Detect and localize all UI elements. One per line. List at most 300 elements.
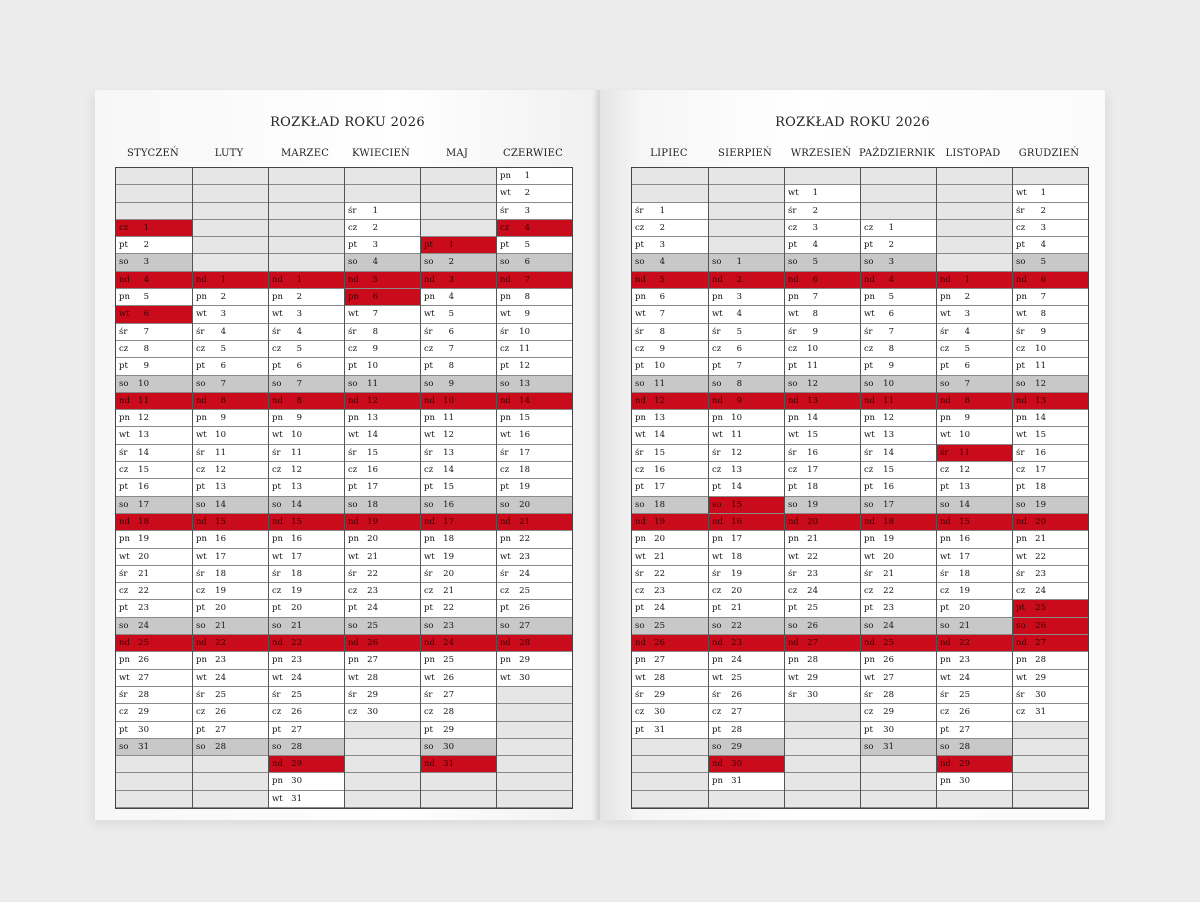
- day-number: 25: [654, 620, 665, 631]
- weekday-label: nd: [635, 395, 646, 406]
- day-number: 11: [883, 395, 894, 406]
- weekday-label: śr: [940, 326, 949, 337]
- weekday-label: cz: [635, 343, 645, 354]
- day-number: 21: [443, 586, 454, 597]
- day-cell: [632, 670, 708, 687]
- empty-cell: [421, 203, 496, 220]
- day-cell: [709, 739, 784, 756]
- empty-cell: [497, 756, 572, 773]
- weekday-label: wt: [788, 430, 799, 441]
- empty-cell: [709, 168, 784, 185]
- weekday-label: pn: [348, 413, 359, 424]
- weekday-label: so: [940, 378, 950, 389]
- day-number: 22: [731, 620, 742, 631]
- day-number: 30: [959, 776, 970, 787]
- day-number: 18: [654, 499, 665, 510]
- day-number: 11: [1035, 361, 1046, 372]
- day-cell: [193, 566, 268, 583]
- day-number: 21: [291, 620, 302, 631]
- empty-cell: [861, 185, 936, 202]
- weekday-label: cz: [940, 343, 950, 354]
- day-cell: [861, 306, 936, 323]
- day-cell: [937, 618, 1012, 635]
- weekday-label: so: [635, 620, 645, 631]
- day-number: 18: [367, 499, 378, 510]
- day-cell: [116, 652, 192, 669]
- weekday-label: nd: [119, 516, 130, 527]
- weekday-label: cz: [119, 222, 129, 233]
- day-number: 26: [959, 707, 970, 718]
- day-cell: [1013, 358, 1088, 375]
- day-number: 2: [448, 257, 454, 268]
- day-number: 18: [959, 568, 970, 579]
- weekday-label: pt: [424, 603, 433, 614]
- day-cell: [861, 497, 936, 514]
- day-cell: [709, 358, 784, 375]
- day-number: 13: [138, 430, 149, 441]
- day-number: 3: [220, 309, 226, 320]
- empty-cell: [785, 773, 860, 790]
- weekday-label: nd: [500, 516, 511, 527]
- weekday-label: śr: [635, 205, 644, 216]
- month-header: MAJ: [445, 148, 469, 159]
- day-number: 25: [443, 655, 454, 666]
- weekday-label: pt: [272, 603, 281, 614]
- day-cell: [345, 237, 420, 254]
- day-number: 24: [291, 672, 302, 683]
- day-cell: [269, 272, 344, 289]
- empty-cell: [116, 203, 192, 220]
- weekday-label: wt: [864, 430, 875, 441]
- day-cell: [709, 687, 784, 704]
- weekday-label: pt: [272, 361, 281, 372]
- day-number: 17: [807, 465, 818, 476]
- day-cell: [1013, 497, 1088, 514]
- weekday-label: pt: [348, 240, 357, 251]
- day-cell: [497, 514, 572, 531]
- day-cell: [345, 393, 420, 410]
- day-cell: [193, 497, 268, 514]
- weekday-label: śr: [196, 447, 205, 458]
- day-cell: [193, 549, 268, 566]
- day-cell: [421, 756, 496, 773]
- day-cell: [1013, 393, 1088, 410]
- weekday-label: wt: [348, 551, 359, 562]
- weekday-label: wt: [500, 430, 511, 441]
- day-number: 16: [959, 534, 970, 545]
- day-cell: [785, 670, 860, 687]
- weekday-label: so: [1016, 499, 1026, 510]
- weekday-label: wt: [712, 672, 723, 683]
- month-column: [192, 168, 268, 808]
- day-number: 14: [883, 447, 894, 458]
- day-cell: [861, 600, 936, 617]
- day-number: 5: [296, 343, 302, 354]
- weekday-label: wt: [424, 672, 435, 683]
- day-number: 9: [659, 343, 665, 354]
- day-cell: [116, 670, 192, 687]
- day-number: 12: [731, 447, 742, 458]
- weekday-label: śr: [424, 326, 433, 337]
- day-cell: [497, 445, 572, 462]
- day-cell: [632, 289, 708, 306]
- day-cell: [785, 445, 860, 462]
- day-cell: [937, 583, 1012, 600]
- day-number: 12: [807, 378, 818, 389]
- weekday-label: nd: [424, 759, 435, 770]
- day-number: 15: [807, 430, 818, 441]
- day-cell: [785, 479, 860, 496]
- empty-cell: [632, 739, 708, 756]
- day-cell: [193, 341, 268, 358]
- day-number: 24: [807, 586, 818, 597]
- day-number: 7: [296, 378, 302, 389]
- weekday-label: nd: [348, 516, 359, 527]
- day-number: 25: [519, 586, 530, 597]
- weekday-label: śr: [864, 326, 873, 337]
- day-number: 16: [215, 534, 226, 545]
- day-number: 20: [883, 551, 894, 562]
- day-number: 8: [220, 395, 226, 406]
- day-number: 6: [448, 326, 454, 337]
- weekday-label: śr: [119, 568, 128, 579]
- day-cell: [193, 618, 268, 635]
- day-number: 18: [215, 568, 226, 579]
- day-cell: [421, 652, 496, 669]
- empty-cell: [193, 168, 268, 185]
- day-cell: [937, 600, 1012, 617]
- weekday-label: wt: [272, 551, 283, 562]
- weekday-label: nd: [940, 638, 951, 649]
- weekday-label: wt: [788, 309, 799, 320]
- day-cell: [632, 376, 708, 393]
- day-number: 12: [959, 465, 970, 476]
- day-number: 30: [443, 741, 454, 752]
- day-cell: [1013, 462, 1088, 479]
- weekday-label: pn: [940, 776, 951, 787]
- day-number: 4: [524, 222, 530, 233]
- day-cell: [861, 652, 936, 669]
- weekday-label: cz: [864, 222, 874, 233]
- day-number: 8: [448, 361, 454, 372]
- day-cell: [632, 358, 708, 375]
- day-number: 22: [291, 638, 302, 649]
- weekday-label: nd: [635, 638, 646, 649]
- weekday-label: pn: [940, 413, 951, 424]
- day-cell: [1013, 427, 1088, 444]
- day-number: 4: [736, 309, 742, 320]
- empty-cell: [421, 168, 496, 185]
- day-cell: [632, 531, 708, 548]
- day-cell: [861, 514, 936, 531]
- day-cell: [632, 549, 708, 566]
- weekday-label: nd: [424, 638, 435, 649]
- day-cell: [785, 376, 860, 393]
- day-cell: [345, 583, 420, 600]
- day-cell: [861, 324, 936, 341]
- day-number: 18: [138, 516, 149, 527]
- day-number: 26: [883, 655, 894, 666]
- day-cell: [632, 272, 708, 289]
- weekday-label: śr: [864, 689, 873, 700]
- weekday-label: pn: [272, 413, 283, 424]
- day-cell: [116, 341, 192, 358]
- day-cell: [193, 583, 268, 600]
- weekday-label: cz: [635, 222, 645, 233]
- month-header: STYCZEŃ: [127, 148, 179, 159]
- empty-cell: [269, 203, 344, 220]
- empty-cell: [861, 756, 936, 773]
- day-number: 25: [1035, 603, 1046, 614]
- day-number: 7: [1040, 292, 1046, 303]
- empty-cell: [497, 687, 572, 704]
- day-number: 3: [659, 240, 665, 251]
- day-number: 19: [443, 551, 454, 562]
- weekday-label: so: [788, 378, 798, 389]
- day-cell: [632, 220, 708, 237]
- day-cell: [269, 497, 344, 514]
- day-cell: [861, 462, 936, 479]
- day-cell: [421, 583, 496, 600]
- weekday-label: so: [500, 499, 510, 510]
- day-cell: [937, 289, 1012, 306]
- day-cell: [937, 427, 1012, 444]
- day-number: 1: [736, 257, 742, 268]
- day-number: 28: [654, 672, 665, 683]
- day-number: 6: [372, 292, 378, 303]
- day-cell: [345, 272, 420, 289]
- empty-cell: [1013, 739, 1088, 756]
- day-number: 15: [731, 499, 742, 510]
- day-cell: [937, 549, 1012, 566]
- day-cell: [345, 410, 420, 427]
- day-number: 28: [138, 689, 149, 700]
- day-number: 21: [883, 568, 894, 579]
- day-cell: [709, 341, 784, 358]
- empty-cell: [861, 203, 936, 220]
- day-cell: [709, 445, 784, 462]
- weekday-label: nd: [196, 516, 207, 527]
- day-number: 27: [291, 724, 302, 735]
- day-number: 17: [883, 499, 894, 510]
- weekday-label: nd: [500, 395, 511, 406]
- day-cell: [937, 635, 1012, 652]
- weekday-label: wt: [712, 309, 723, 320]
- day-number: 11: [731, 430, 742, 441]
- empty-cell: [497, 773, 572, 790]
- day-cell: [937, 376, 1012, 393]
- weekday-label: wt: [348, 430, 359, 441]
- weekday-label: wt: [500, 551, 511, 562]
- weekday-label: nd: [119, 274, 130, 285]
- day-number: 27: [443, 689, 454, 700]
- day-cell: [497, 531, 572, 548]
- day-number: 1: [964, 274, 970, 285]
- day-cell: [709, 479, 784, 496]
- day-number: 22: [443, 603, 454, 614]
- weekday-label: pn: [1016, 292, 1027, 303]
- day-number: 21: [807, 534, 818, 545]
- weekday-label: pt: [635, 603, 644, 614]
- day-cell: [632, 237, 708, 254]
- weekday-label: śr: [864, 447, 873, 458]
- day-cell: [269, 652, 344, 669]
- weekday-label: cz: [788, 222, 798, 233]
- weekday-label: pt: [424, 482, 433, 493]
- day-cell: [497, 427, 572, 444]
- day-cell: [937, 324, 1012, 341]
- month-column: [784, 168, 860, 808]
- day-cell: [497, 168, 572, 185]
- weekday-label: nd: [1016, 516, 1027, 527]
- empty-cell: [345, 168, 420, 185]
- weekday-label: pt: [635, 361, 644, 372]
- empty-cell: [421, 185, 496, 202]
- weekday-label: śr: [348, 689, 357, 700]
- day-number: 4: [143, 274, 149, 285]
- day-number: 25: [215, 689, 226, 700]
- day-number: 14: [367, 430, 378, 441]
- day-number: 26: [367, 638, 378, 649]
- day-cell: [116, 635, 192, 652]
- day-cell: [632, 427, 708, 444]
- day-number: 5: [964, 343, 970, 354]
- day-number: 8: [964, 395, 970, 406]
- day-cell: [709, 376, 784, 393]
- day-cell: [421, 549, 496, 566]
- day-cell: [421, 479, 496, 496]
- day-number: 21: [1035, 534, 1046, 545]
- day-number: 11: [138, 395, 149, 406]
- weekday-label: pn: [196, 413, 207, 424]
- day-cell: [709, 462, 784, 479]
- day-number: 5: [888, 292, 894, 303]
- weekday-label: nd: [272, 516, 283, 527]
- day-cell: [497, 237, 572, 254]
- day-number: 9: [220, 413, 226, 424]
- day-number: 3: [888, 257, 894, 268]
- weekday-label: wt: [712, 430, 723, 441]
- day-cell: [1013, 203, 1088, 220]
- day-number: 16: [443, 499, 454, 510]
- day-number: 8: [888, 343, 894, 354]
- weekday-label: pn: [348, 655, 359, 666]
- day-cell: [861, 531, 936, 548]
- weekday-label: pn: [1016, 655, 1027, 666]
- day-cell: [1013, 670, 1088, 687]
- month-column: [268, 168, 344, 808]
- weekday-label: nd: [864, 638, 875, 649]
- weekday-label: wt: [1016, 309, 1027, 320]
- day-cell: [116, 722, 192, 739]
- day-cell: [193, 635, 268, 652]
- weekday-label: pt: [119, 724, 128, 735]
- day-cell: [861, 566, 936, 583]
- weekday-label: pn: [348, 534, 359, 545]
- day-number: 14: [291, 499, 302, 510]
- weekday-label: pt: [864, 482, 873, 493]
- day-number: 23: [443, 620, 454, 631]
- weekday-label: pt: [635, 724, 644, 735]
- weekday-label: pt: [500, 361, 509, 372]
- weekday-label: śr: [119, 689, 128, 700]
- day-cell: [937, 514, 1012, 531]
- day-number: 14: [443, 465, 454, 476]
- weekday-label: pn: [119, 413, 130, 424]
- day-number: 6: [736, 343, 742, 354]
- day-cell: [632, 462, 708, 479]
- day-cell: [497, 479, 572, 496]
- day-number: 9: [964, 413, 970, 424]
- day-cell: [709, 393, 784, 410]
- day-number: 10: [959, 430, 970, 441]
- day-cell: [421, 376, 496, 393]
- day-number: 27: [959, 724, 970, 735]
- weekday-label: so: [635, 378, 645, 389]
- day-number: 1: [220, 274, 226, 285]
- weekday-label: so: [348, 499, 358, 510]
- weekday-label: so: [712, 499, 722, 510]
- weekday-label: pt: [196, 482, 205, 493]
- month-headers: [631, 148, 1087, 162]
- day-cell: [785, 549, 860, 566]
- day-cell: [497, 497, 572, 514]
- weekday-label: nd: [940, 395, 951, 406]
- day-number: 13: [807, 395, 818, 406]
- weekday-label: cz: [788, 343, 798, 354]
- weekday-label: wt: [788, 551, 799, 562]
- day-number: 10: [138, 378, 149, 389]
- weekday-label: pt: [864, 724, 873, 735]
- day-number: 3: [964, 309, 970, 320]
- day-cell: [345, 306, 420, 323]
- weekday-label: cz: [712, 465, 722, 476]
- day-number: 1: [659, 205, 665, 216]
- page-title: ROZKŁAD ROKU 2026: [775, 115, 930, 130]
- day-number: 29: [291, 759, 302, 770]
- weekday-label: pn: [500, 534, 511, 545]
- weekday-label: so: [864, 378, 874, 389]
- weekday-label: so: [424, 741, 434, 752]
- day-number: 2: [524, 188, 530, 199]
- day-number: 19: [519, 482, 530, 493]
- weekday-label: wt: [272, 309, 283, 320]
- weekday-label: pt: [635, 482, 644, 493]
- weekday-label: pt: [348, 482, 357, 493]
- day-cell: [193, 289, 268, 306]
- day-cell: [785, 254, 860, 271]
- weekday-label: pt: [348, 361, 357, 372]
- weekday-label: so: [424, 378, 434, 389]
- weekday-label: pt: [196, 724, 205, 735]
- day-cell: [785, 272, 860, 289]
- day-cell: [269, 531, 344, 548]
- day-number: 25: [138, 638, 149, 649]
- empty-cell: [497, 791, 572, 808]
- day-number: 7: [524, 274, 530, 285]
- day-cell: [937, 272, 1012, 289]
- day-number: 11: [519, 343, 530, 354]
- day-cell: [632, 704, 708, 721]
- day-cell: [421, 393, 496, 410]
- day-cell: [497, 566, 572, 583]
- day-cell: [116, 462, 192, 479]
- day-number: 19: [883, 534, 894, 545]
- day-cell: [421, 306, 496, 323]
- day-cell: [632, 254, 708, 271]
- empty-cell: [937, 791, 1012, 808]
- day-number: 27: [215, 724, 226, 735]
